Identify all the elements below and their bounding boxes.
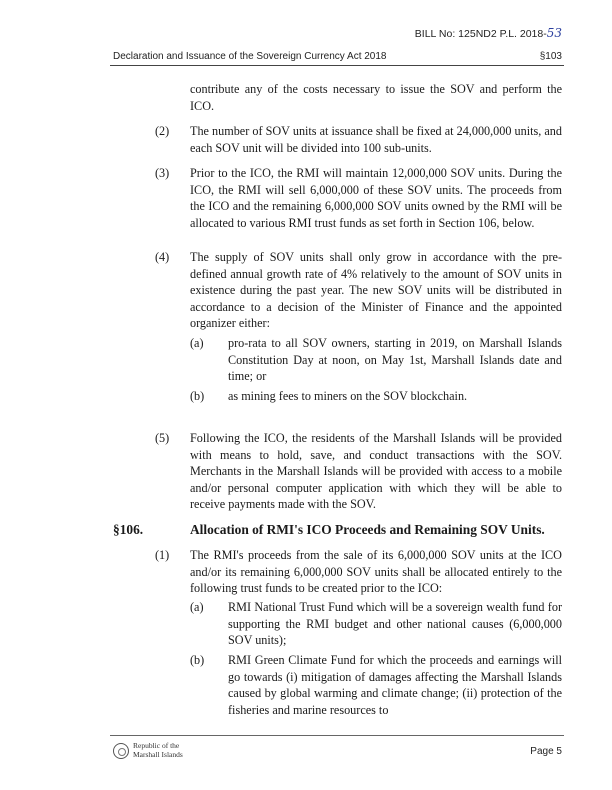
item-number: (3) <box>155 166 170 180</box>
continuation-paragraph: contribute any of the costs necessary to issue the SOV and perform the ICO. <box>190 82 562 113</box>
sub-item-number: (b) <box>190 389 205 403</box>
item-text: Prior to the ICO, the RMI will maintain 12,000,000 SOV units. During the ICO, the RMI will sell 6,000,000 of these SOV units. The proceeds from the ICO and the remaining 6,000,000 SOV units owned by the RMI will be allocated to various RMI trust funds as set forth in Section 106, below. <box>190 166 562 230</box>
item-number: (4) <box>155 250 170 264</box>
sub-item-text: pro-rata to all SOV owners, starting in 2019, on Marshall Islands Constitution Day at noon, on May 1st, Marshall Islands date and time; or <box>228 336 562 384</box>
footer-organization <box>133 742 203 759</box>
header-section-ref: §103 <box>539 51 562 62</box>
sub-item-text: RMI Green Climate Fund for which the proceeds and earnings will go towards (i) mitigation of damages affecting the Marshall Islands caused by global warming and climate change; (ii) protection of the fisheries and marine resources to <box>228 653 562 717</box>
sub-item-text: RMI National Trust Fund which will be a sovereign wealth fund for supporting the RMI budget and other national causes (6,000,000 SOV units); <box>228 600 562 648</box>
act-title: Declaration and Issuance of the Sovereign Currency Act 2018 <box>113 51 387 62</box>
item-text: The supply of SOV units shall only grow in accordance with the pre-defined annual growth rate of 4% relatively to the amount of SOV units in existence during the past year. The new SOV units will be distributed in accordance to a decision of the Minister of Finance and the appointed organizer either: <box>190 250 562 331</box>
section-number: §106. <box>113 522 144 537</box>
page-number: Page 5 <box>530 746 562 757</box>
item-text: The RMI's proceeds from the sale of its 6,000,000 SOV units at the ICO and/or its remaining 6,000,000 SOV units shall be allocated entirely to the following trust funds to be created prior to the ICO: <box>190 548 562 596</box>
item-text: The number of SOV units at issuance shall be fixed at 24,000,000 units, and each SOV unit will be divided into 100 sub-units. <box>190 124 562 155</box>
sub-item-number: (b) <box>190 653 205 667</box>
sub-item-number: (a) <box>190 336 204 350</box>
handwritten-bill-suffix: 53 <box>546 26 562 40</box>
footer-divider <box>110 735 564 736</box>
bill-number-prefix: BILL No: 125ND2 P.L. 2018- <box>414 28 547 40</box>
item-number: (1) <box>155 548 170 562</box>
section-heading: Allocation of RMI's ICO Proceeds and Remaining SOV Units. <box>190 522 545 537</box>
organization-line: Republic of the <box>133 741 180 750</box>
bill-number <box>415 26 562 40</box>
item-number: (2) <box>155 124 170 138</box>
item-text: Following the ICO, the residents of the Marshall Islands will be provided with means to hold, save, and conduct transactions with the SOV. Merchants in the Marshall Islands will be provided with access to a mobile and/or personal computer application with which they will be able to receive payments made with the SOV. <box>190 431 562 512</box>
organization-line: Marshall Islands <box>133 749 183 759</box>
item-number: (5) <box>155 431 170 445</box>
government-seal-icon <box>113 743 129 759</box>
header-divider <box>110 65 564 66</box>
sub-item-number: (a) <box>190 600 204 614</box>
sub-item-text: as mining fees to miners on the SOV blockchain. <box>228 389 468 403</box>
